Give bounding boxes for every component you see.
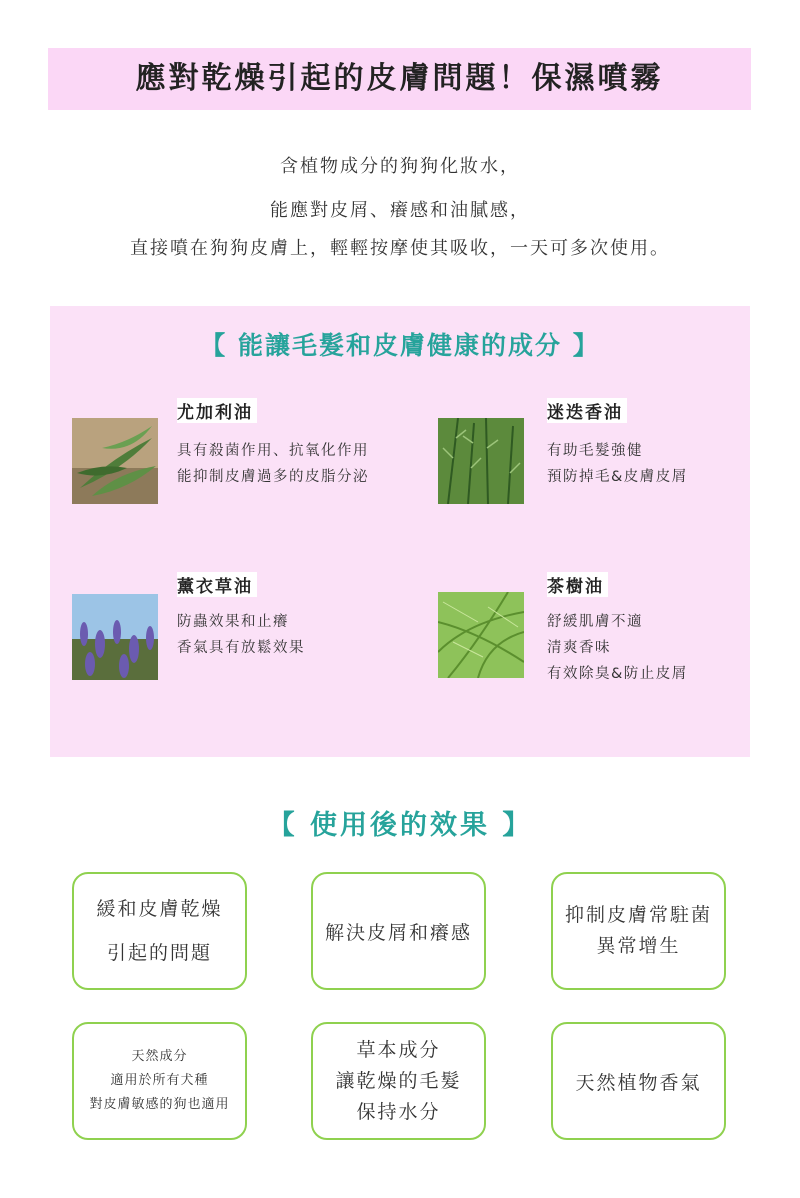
lavender-image xyxy=(72,594,158,680)
effect-card: 緩和皮膚乾燥 引起的問題 xyxy=(72,872,247,990)
effect-card: 天然成分 適用於所有犬種 對皮膚敏感的狗也適用 xyxy=(72,1022,247,1140)
ingredient-desc-tea-tree: 舒緩肌膚不適 清爽香味 有效除臭&防止皮屑 xyxy=(547,614,688,682)
eucalyptus-leaf-image xyxy=(72,418,158,504)
ingredient-desc-rosemary: 有助毛髮強健 預防掉毛&皮膚皮屑 xyxy=(547,443,688,485)
title-banner xyxy=(48,48,751,110)
ingredients-heading: 【 能讓毛髮和皮膚健康的成分 】 xyxy=(200,331,600,360)
ingredient-name-tea-tree: 茶樹油 xyxy=(547,572,608,597)
ingredients-panel xyxy=(50,306,750,757)
intro-line-3: 直接噴在狗狗皮膚上，輕輕按摩使其吸收，一天可多次使用。 xyxy=(130,238,670,259)
tea-tree-image xyxy=(438,592,524,678)
effect-card: 抑制皮膚常駐菌 異常增生 xyxy=(551,872,726,990)
effects-heading: 【 使用後的效果 】 xyxy=(267,810,533,841)
ingredient-desc-lavender: 防蟲效果和止癢 香氣具有放鬆效果 xyxy=(177,614,305,656)
ingredient-desc-eucalyptus: 具有殺菌作用、抗氧化作用 能抑制皮膚過多的皮脂分泌 xyxy=(177,443,369,485)
effect-card: 天然植物香氣 xyxy=(551,1022,726,1140)
ingredient-name-lavender: 薰衣草油 xyxy=(177,572,257,597)
intro-line-2: 能應對皮屑、癢感和油膩感， xyxy=(270,200,530,221)
rosemary-image xyxy=(438,418,524,504)
page-title: 應對乾燥引起的皮膚問題！保濕噴霧 xyxy=(135,61,664,96)
effect-card: 草本成分 讓乾燥的毛髮 保持水分 xyxy=(311,1022,486,1140)
ingredient-name-eucalyptus: 尤加利油 xyxy=(177,398,257,423)
effect-card: 解決皮屑和癢感 xyxy=(311,872,486,990)
intro-line-1: 含植物成分的狗狗化妝水， xyxy=(280,156,520,177)
ingredient-name-rosemary: 迷迭香油 xyxy=(547,398,627,423)
